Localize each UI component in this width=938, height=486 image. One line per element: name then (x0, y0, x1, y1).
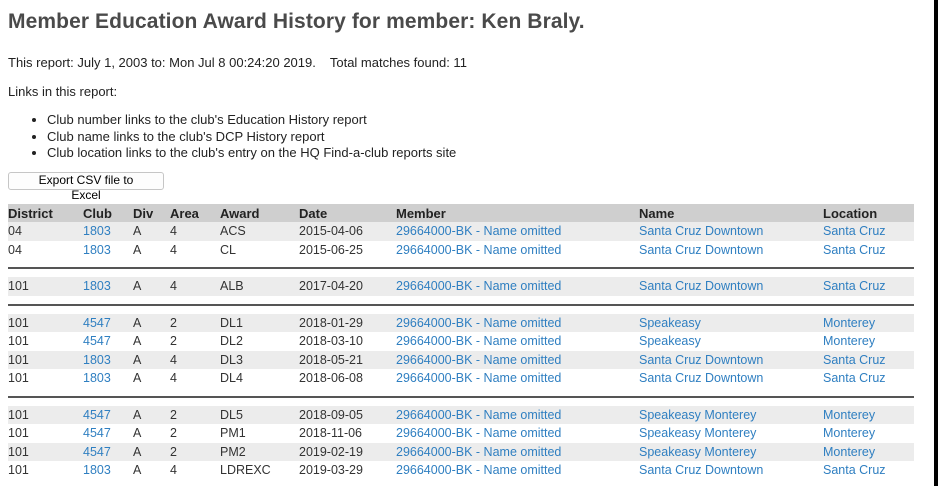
club-name-link[interactable]: Santa Cruz Downtown (639, 279, 764, 294)
club-name-link[interactable]: Santa Cruz Downtown (639, 224, 764, 239)
cell-date: 2019-02-19 (299, 443, 396, 462)
table-row (8, 351, 914, 370)
club-number-link[interactable]: 1803 (83, 352, 111, 367)
cell-award: DL4 (220, 371, 243, 386)
club-number-link[interactable]: 4547 (83, 334, 111, 349)
table-row (8, 443, 914, 462)
member-link[interactable]: 29664000-BK - Name omitted (396, 242, 562, 257)
cell-area: 4 (170, 242, 177, 257)
cell-area: 4 (170, 351, 220, 370)
table-row (8, 406, 914, 425)
member-link[interactable]: 29664000-BK - Name omitted (396, 444, 562, 459)
cell-award: LDREXC (220, 463, 271, 478)
links-intro: Links in this report: (8, 84, 118, 99)
member-link[interactable]: 29664000-BK - Name omitted (396, 224, 562, 239)
column-header-club: Club (83, 204, 133, 222)
cell-award: DL5 (220, 406, 299, 425)
cell-award: DL2 (220, 334, 243, 349)
cell-date: 2015-04-06 (299, 222, 396, 241)
award-table (8, 204, 914, 480)
window-edge (934, 0, 938, 486)
club-location-link[interactable]: Monterey (823, 334, 876, 349)
links-list-item: • Club location links to the club's entry on the HQ Find-a-club reports site (47, 145, 916, 162)
club-number-link[interactable]: 4547 (83, 426, 111, 441)
cell-award: CL (220, 242, 236, 257)
club-location-link[interactable]: Monterey (823, 315, 876, 330)
club-number-link[interactable]: 4547 (83, 315, 111, 330)
member-link[interactable]: 29664000-BK - Name omitted (396, 279, 562, 294)
cell-district: 04 (8, 222, 83, 241)
column-header-div: Div (133, 204, 170, 222)
table-row (8, 222, 914, 241)
member-link[interactable]: 29664000-BK - Name omitted (396, 352, 562, 367)
total-matches: Total matches found: 11 (329, 55, 467, 70)
cell-area: 2 (170, 426, 177, 441)
cell-date: 2018-05-21 (299, 351, 396, 370)
club-location-link[interactable]: Monterey (823, 444, 876, 459)
club-location-link[interactable]: Santa Cruz (823, 242, 886, 257)
club-location-link[interactable]: Santa Cruz (823, 371, 886, 386)
member-link[interactable]: 29664000-BK - Name omitted (396, 371, 562, 386)
separator-line (8, 396, 914, 398)
cell-date: 2018-09-05 (299, 406, 396, 425)
cell-area: 4 (170, 277, 220, 296)
club-location-link[interactable]: Santa Cruz (823, 463, 886, 478)
cell-district: 101 (8, 351, 83, 370)
group-separator (8, 296, 914, 314)
cell-award: PM1 (220, 426, 246, 441)
table-row (8, 424, 914, 443)
table-row (8, 277, 914, 296)
table-header-row (8, 204, 914, 222)
cell-area: 4 (170, 222, 220, 241)
links-list (8, 112, 916, 162)
club-name-link[interactable]: Santa Cruz Downtown (639, 463, 764, 478)
club-name-link[interactable]: Speakeasy (639, 315, 701, 330)
cell-district: 101 (8, 463, 29, 478)
table-row (8, 314, 914, 333)
cell-district: 101 (8, 371, 29, 386)
cell-district: 101 (8, 314, 83, 333)
cell-date: 2015-06-25 (299, 242, 363, 257)
cell-division: A (133, 426, 142, 441)
cell-area: 4 (170, 463, 177, 478)
report-range: This report: July 1, 2003 to: Mon Jul 8 00:24:20 2019. (8, 55, 316, 70)
member-link[interactable]: 29664000-BK - Name omitted (396, 334, 562, 349)
page-title: Member Education Award History for member: Ken Braly. (8, 10, 585, 33)
separator-line (8, 267, 914, 269)
cell-division: A (133, 443, 170, 462)
member-link[interactable]: 29664000-BK - Name omitted (396, 315, 562, 330)
cell-award: DL1 (220, 314, 299, 333)
cell-division: A (133, 351, 170, 370)
cell-division: A (133, 242, 142, 257)
column-header-location: Location (823, 204, 914, 222)
cell-district: 101 (8, 426, 29, 441)
club-name-link[interactable]: Santa Cruz Downtown (639, 242, 764, 257)
report-summary (8, 55, 916, 71)
export-csv-button[interactable]: Export CSV file to Excel (8, 172, 164, 190)
cell-area: 2 (170, 406, 220, 425)
club-location-link[interactable]: Monterey (823, 407, 876, 422)
club-number-link[interactable]: 1803 (83, 242, 111, 257)
cell-award: ALB (220, 277, 299, 296)
club-number-link[interactable]: 1803 (83, 279, 111, 294)
cell-award: ACS (220, 222, 299, 241)
cell-area: 4 (170, 371, 177, 386)
group-separator (8, 259, 914, 277)
links-list-item: • Club number links to the club's Education History report (47, 112, 916, 129)
cell-district: 101 (8, 277, 83, 296)
cell-division: A (133, 222, 170, 241)
cell-district: 101 (8, 334, 29, 349)
separator-line (8, 304, 914, 306)
cell-district: 101 (8, 406, 83, 425)
cell-date: 2019-03-29 (299, 463, 363, 478)
club-name-link[interactable]: Speakeasy Monterey (639, 444, 757, 459)
table-row (8, 369, 914, 388)
club-number-link[interactable]: 4547 (83, 444, 111, 459)
cell-division: A (133, 277, 170, 296)
club-name-link[interactable]: Santa Cruz Downtown (639, 371, 764, 386)
cell-date: 2018-11-06 (299, 426, 363, 441)
club-name-link[interactable]: Santa Cruz Downtown (639, 352, 764, 367)
club-number-link[interactable]: 1803 (83, 463, 111, 478)
column-header-date: Date (299, 204, 396, 222)
cell-district: 04 (8, 242, 22, 257)
cell-division: A (133, 406, 170, 425)
column-header-area: Area (170, 204, 220, 222)
club-number-link[interactable]: 1803 (83, 224, 111, 239)
cell-area: 2 (170, 443, 220, 462)
club-name-link[interactable]: Speakeasy Monterey (639, 426, 757, 441)
club-location-link[interactable]: Santa Cruz (823, 279, 886, 294)
cell-date: 2018-01-29 (299, 314, 396, 333)
cell-division: A (133, 334, 142, 349)
group-separator (8, 388, 914, 406)
column-header-award: Award (220, 204, 299, 222)
club-name-link[interactable]: Speakeasy (639, 334, 701, 349)
cell-area: 2 (170, 334, 177, 349)
column-header-member: Member (396, 204, 639, 222)
cell-division: A (133, 314, 170, 333)
club-location-link[interactable]: Monterey (823, 426, 876, 441)
cell-award: DL3 (220, 351, 299, 370)
table-row (8, 241, 914, 260)
cell-date: 2017-04-20 (299, 277, 396, 296)
club-location-link[interactable]: Santa Cruz (823, 224, 886, 239)
award-table-body (8, 222, 914, 480)
table-row (8, 332, 914, 351)
column-header-name: Name (639, 204, 823, 222)
member-link[interactable]: 29664000-BK - Name omitted (396, 426, 562, 441)
club-number-link[interactable]: 1803 (83, 371, 111, 386)
cell-division: A (133, 371, 142, 386)
club-location-link[interactable]: Santa Cruz (823, 352, 886, 367)
table-row (8, 461, 914, 480)
cell-date: 2018-06-08 (299, 371, 363, 386)
club-number-link[interactable]: 4547 (83, 407, 111, 422)
cell-area: 2 (170, 314, 220, 333)
column-header-district: District (8, 204, 83, 222)
links-list-item: • Club name links to the club's DCP History report (47, 129, 916, 146)
member-link[interactable]: 29664000-BK - Name omitted (396, 463, 562, 478)
cell-date: 2018-03-10 (299, 334, 363, 349)
cell-district: 101 (8, 443, 83, 462)
cell-division: A (133, 463, 142, 478)
club-name-link[interactable]: Speakeasy Monterey (639, 407, 757, 422)
member-link[interactable]: 29664000-BK - Name omitted (396, 407, 562, 422)
cell-award: PM2 (220, 443, 299, 462)
